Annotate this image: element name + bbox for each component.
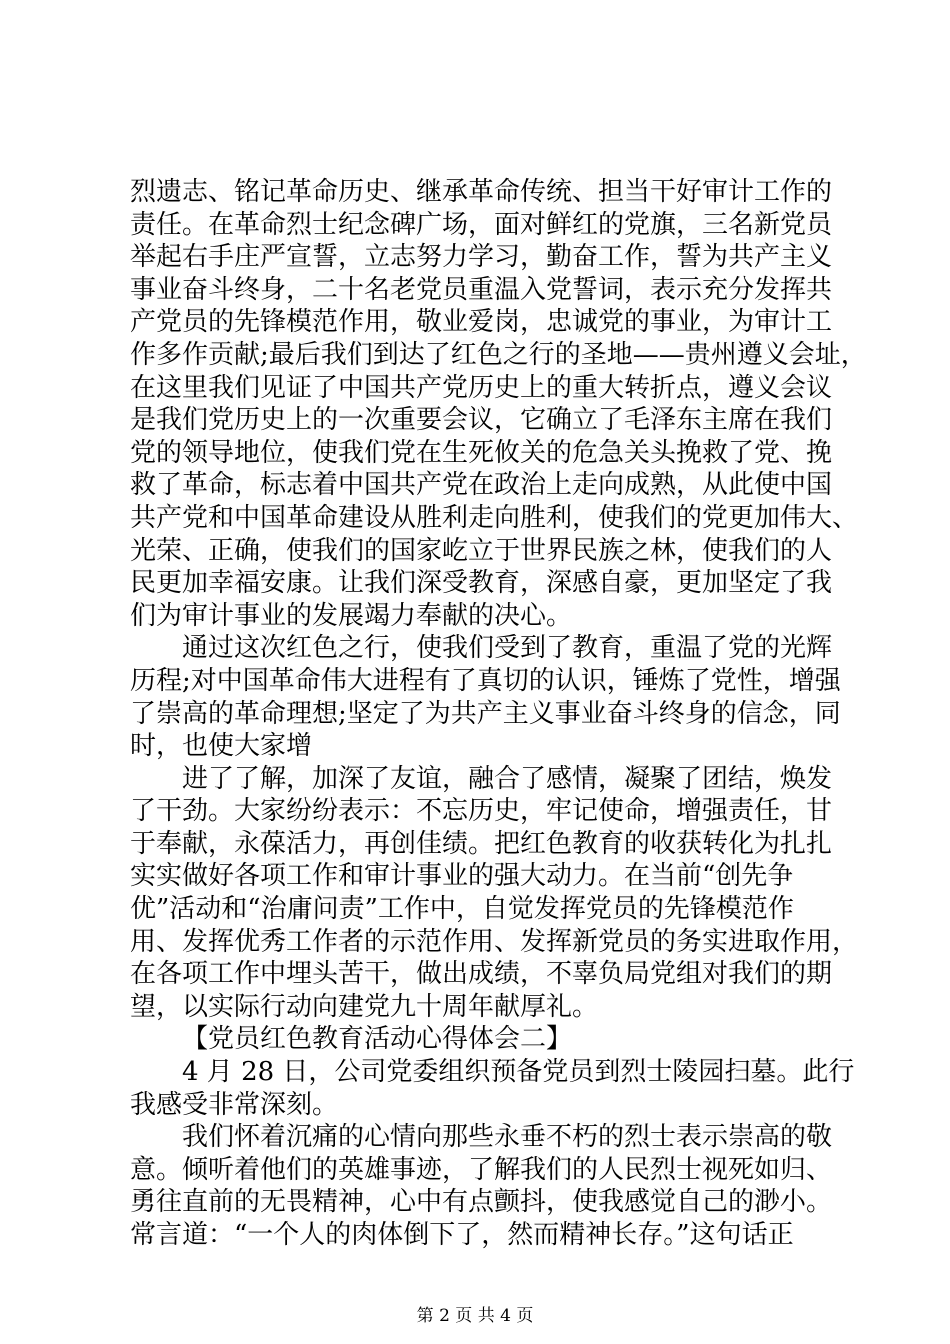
text-line: 意。倾听着他们的英雄事迹，了解我们的人民烈士视死如归、: [130, 1154, 833, 1185]
text-line: 民更加幸福安康。让我们深受教育，深感自豪，更加坚定了我: [130, 568, 833, 599]
text-line: 历程;对中国革命伟大进程有了真切的认识，锤炼了党性，增强: [130, 665, 841, 696]
body-text: [130, 176, 867, 1252]
text-line: 望，以实际行动向建党九十周年献厚礼。: [130, 991, 599, 1022]
text-line: 烈遗志、铭记革命历史、继承革命传统、担当干好审计工作的: [130, 177, 833, 207]
paragraph-start-line: 4 月 28 日，公司党委组织预备党员到烈士陵园扫墓。此行: [182, 1057, 855, 1088]
text-line: 我感受非常深刻。: [130, 1089, 339, 1120]
section-heading: 【党员红色教育活动心得体会二】: [182, 1024, 573, 1055]
text-line: 常言道：“一个人的肉体倒下了，然而精神长存。”这句话正: [130, 1220, 794, 1250]
text-line: 党的领导地位，使我们党在生死攸关的危急关头挽救了党、挽: [130, 437, 833, 468]
text-line: 产党员的先锋模范作用，敬业爱岗，忠诚党的事业，为审计工: [130, 307, 833, 338]
text-line: 是我们党历史上的一次重要会议，它确立了毛泽东主席在我们: [130, 405, 833, 436]
text-line: 们为审计事业的发展竭力奉献的决心。: [130, 600, 573, 631]
text-line: 事业奋斗终身，二十名老党员重温入党誓词，表示充分发挥共: [130, 274, 833, 305]
text-line: 作多作贡献;最后我们到达了红色之行的圣地——贵州遵义会址，: [130, 339, 867, 370]
text-line: 光荣、正确，使我们的国家屹立于世界民族之林，使我们的人: [130, 535, 833, 566]
text-line: 于奉献，永葆活力，再创佳绩。把红色教育的收获转化为扎扎: [130, 828, 833, 859]
text-line: 勇往直前的无畏精神，心中有点颤抖，使我感觉自己的渺小。: [130, 1187, 833, 1218]
text-line: 责任。在革命烈士纪念碑广场，面对鲜红的党旗，三名新党员: [130, 209, 833, 240]
text-line: 时，也使大家增: [130, 731, 313, 762]
paragraph-start-line: 我们怀着沉痛的心情向那些永垂不朽的烈士表示崇高的敬: [182, 1122, 833, 1153]
text-line: 在这里我们见证了中国共产党历史上的重大转折点，遵义会议: [130, 372, 833, 403]
text-line: 用、发挥优秀工作者的示范作用、发挥新党员的务实进取作用，: [130, 926, 859, 957]
text-line: 了干劲。大家纷纷表示：不忘历史，牢记使命，增强责任，甘: [130, 796, 833, 827]
text-line: 了崇高的革命理想;坚定了为共产主义事业奋斗终身的信念，同: [130, 698, 841, 729]
paragraph-start-line: 通过这次红色之行，使我们受到了教育，重温了党的光辉: [182, 633, 833, 664]
page-number-footer: 第 2 页 共 4 页: [416, 1306, 534, 1326]
text-line: 在各项工作中埋头苦干，做出成绩，不辜负局党组对我们的期: [130, 959, 833, 990]
text-line: 共产党和中国革命建设从胜利走向胜利，使我们的党更加伟大、: [130, 502, 859, 533]
text-line: 优”活动和“治庸问责”工作中，自觉发挥党员的先锋模范作: [130, 894, 794, 925]
text-line: 实实做好各项工作和审计事业的强大动力。在当前“创先争: [130, 861, 794, 892]
text-line: 救了革命，标志着中国共产党在政治上走向成熟，从此使中国: [130, 470, 833, 501]
paragraph-start-line: 进了了解，加深了友谊，融合了感情，凝聚了团结，焕发: [182, 763, 833, 794]
text-line: 举起右手庄严宣誓，立志努力学习，勤奋工作，誓为共产主义: [130, 242, 833, 273]
